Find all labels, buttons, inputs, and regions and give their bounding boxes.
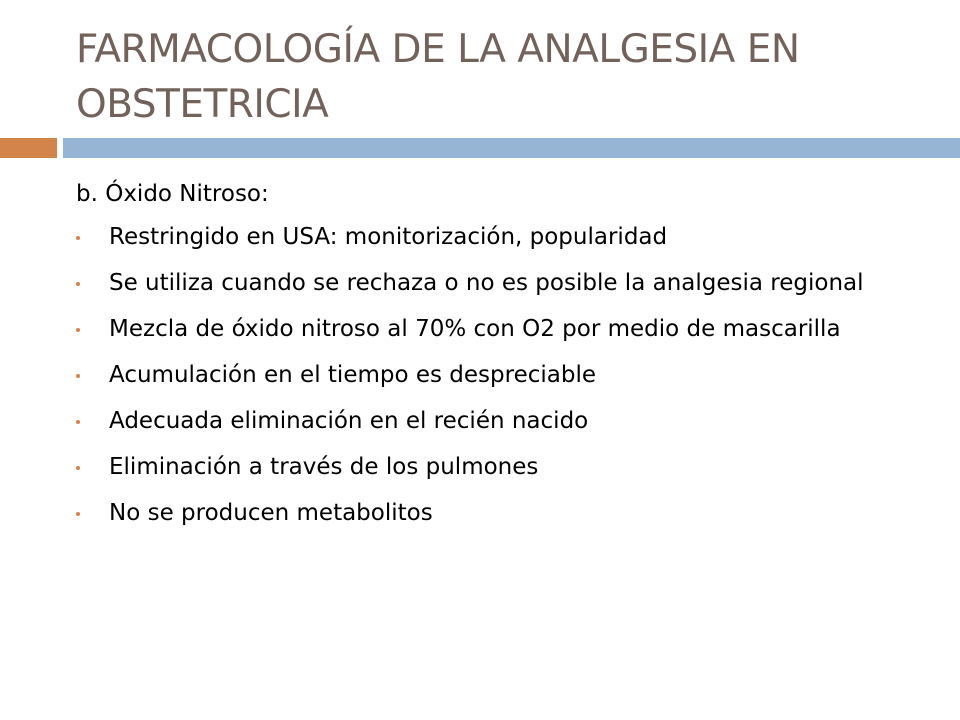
bullet-icon <box>76 466 80 470</box>
bullet-item <box>76 360 936 391</box>
bullet-item <box>76 406 936 437</box>
bullet-text: Eliminación a través de los pulmones <box>109 454 539 480</box>
bullet-text: Restringido en USA: monitorización, popularidad <box>109 224 668 250</box>
bullet-icon <box>76 374 80 378</box>
bullet-text: Adecuada eliminación en el recién nacido <box>109 408 589 434</box>
bullet-list <box>76 222 936 529</box>
title-rule-bar <box>63 138 960 158</box>
bullet-icon <box>76 512 80 516</box>
bullet-item <box>76 268 936 299</box>
section-heading: b. Óxido Nitroso: <box>76 181 269 207</box>
title-rule-accent <box>0 138 57 158</box>
bullet-text: No se producen metabolitos <box>109 500 433 526</box>
bullet-item <box>76 222 936 253</box>
bullet-item <box>76 498 936 529</box>
slide-title: FARMACOLOGÍA DE LA ANALGESIA EN OBSTETRICIA <box>76 27 800 127</box>
bullet-text: Mezcla de óxido nitroso al 70% con O2 por medio de mascarilla <box>109 316 841 342</box>
bullet-text: Se utiliza cuando se rechaza o no es posible la analgesia regional <box>109 270 864 296</box>
bullet-text: Acumulación en el tiempo es despreciable <box>109 362 596 388</box>
bullet-item <box>76 452 936 483</box>
bullet-icon <box>76 328 80 332</box>
bullet-item <box>76 314 936 345</box>
bullet-icon <box>76 282 80 286</box>
bullet-icon <box>76 420 80 424</box>
bullet-icon <box>76 236 80 240</box>
slide-content <box>76 175 936 544</box>
